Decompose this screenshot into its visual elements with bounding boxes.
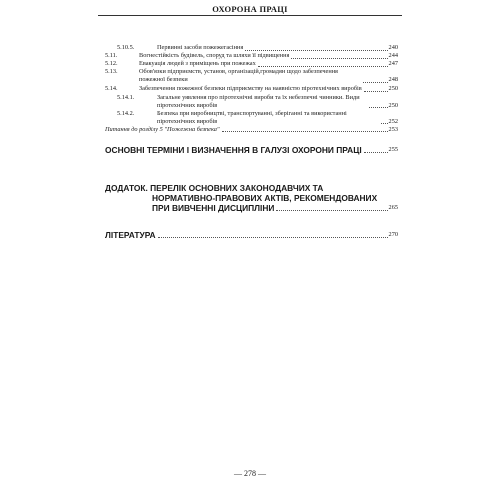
toc-entry-5-14-1[interactable]	[105, 94, 398, 110]
toc-entry-5-12[interactable]	[105, 60, 398, 68]
toc-entry-title: Безпека при виробництві, транспортуванні, зберіганні та використанні піротехнічних виробів	[157, 109, 347, 125]
table-of-contents	[105, 44, 398, 155]
toc-entry-number: 5.11.	[105, 52, 118, 60]
toc-entry-title: Загальне уявлення про піротехнічні вироби та їх небезпечні чинники. Види піротехнічних виробів	[157, 93, 360, 109]
toc-entry-title: Первинні засоби пожежегасіння	[157, 44, 244, 51]
page-number: — 278 —	[234, 469, 266, 478]
running-header: ОХОРОНА ПРАЦІ	[212, 4, 288, 14]
toc-section-terms[interactable]	[105, 145, 398, 155]
addendum-title-line-3-row	[105, 203, 398, 213]
dot-leader	[291, 58, 387, 59]
toc-entry-title: Евакуація людей з приміщень при пожежах	[139, 60, 256, 68]
dot-leader	[258, 66, 388, 67]
dot-leader	[363, 82, 388, 83]
addendum-title-line-3: ПРИ ВИВЧЕННІ ДИСЦИПЛІНИ	[152, 203, 275, 213]
toc-section-title: ЛІТЕРАТУРА	[105, 230, 156, 240]
toc-entry-number: 5.14.2.	[117, 109, 135, 117]
toc-entry-title: Обов'язки підприємств, установ, організацій,громадян щодо забезпечення пожежної безпеки	[139, 68, 338, 84]
dot-leader	[222, 131, 388, 132]
toc-entry-title: Вогнестійкість будівель, споруд та шляхи її підвищення	[139, 52, 290, 60]
toc-entry-title: Забезпечення пожежної безпеки підприємству на наявністю піротехнічних виробів	[139, 85, 362, 93]
dot-leader	[158, 237, 388, 238]
toc-entry-number: 5.13.	[105, 68, 118, 76]
addendum-title-line-2: НОРМАТИВНО-ПРАВОВИХ АКТІВ, РЕКОМЕНДОВАНИХ	[152, 193, 378, 203]
toc-entry-page: 248	[388, 76, 398, 84]
toc-entry-number: 5.14.	[105, 85, 118, 93]
toc-entry-5-14-2[interactable]	[105, 110, 398, 126]
toc-section-page: 270	[388, 231, 398, 238]
toc-entry-5-11[interactable]	[105, 52, 398, 60]
toc-section-addendum[interactable]	[105, 183, 398, 213]
dot-leader	[369, 107, 388, 108]
toc-entry-page: 250	[388, 85, 398, 93]
toc-entry-page: 247	[388, 60, 398, 68]
toc-entry-title: Питання до розділу 5 "Пожежна безпека"	[105, 125, 220, 133]
toc-entry-number: 5.12.	[105, 60, 118, 68]
toc-entry-number: 5.10.5.	[117, 44, 135, 51]
dot-leader	[364, 91, 388, 92]
toc-entry-page: 253	[388, 125, 398, 133]
dot-leader	[381, 123, 388, 124]
toc-section-page: 265	[388, 204, 398, 211]
toc-entry-page: 250	[388, 101, 398, 109]
toc-section-title: ОСНОВНІ ТЕРМІНИ І ВИЗНАЧЕННЯ В ГАЛУЗІ ОХОРОНИ ПРАЦІ	[105, 145, 362, 156]
toc-section-literature[interactable]	[105, 230, 398, 240]
toc-entry-5-13[interactable]	[105, 68, 398, 84]
toc-entry-page: 252	[388, 117, 398, 125]
toc-entry-number: 5.14.1.	[117, 93, 135, 101]
addendum-title-line-1: ДОДАТОК. ПЕРЕЛІК ОСНОВНИХ ЗАКОНОДАВЧИХ ТА	[105, 183, 324, 193]
toc-entry-5-10-5[interactable]	[105, 44, 398, 52]
toc-literature-block	[105, 230, 398, 240]
toc-entry-page: 244	[388, 52, 398, 60]
header-rule	[98, 15, 402, 16]
toc-entry-5-14[interactable]	[105, 85, 398, 93]
dot-leader	[364, 152, 388, 153]
dot-leader	[276, 210, 387, 211]
toc-section-page: 255	[388, 146, 398, 154]
toc-entry-page: 240	[388, 44, 398, 51]
toc-entry-section-questions[interactable]	[105, 126, 398, 134]
dot-leader	[245, 50, 387, 51]
